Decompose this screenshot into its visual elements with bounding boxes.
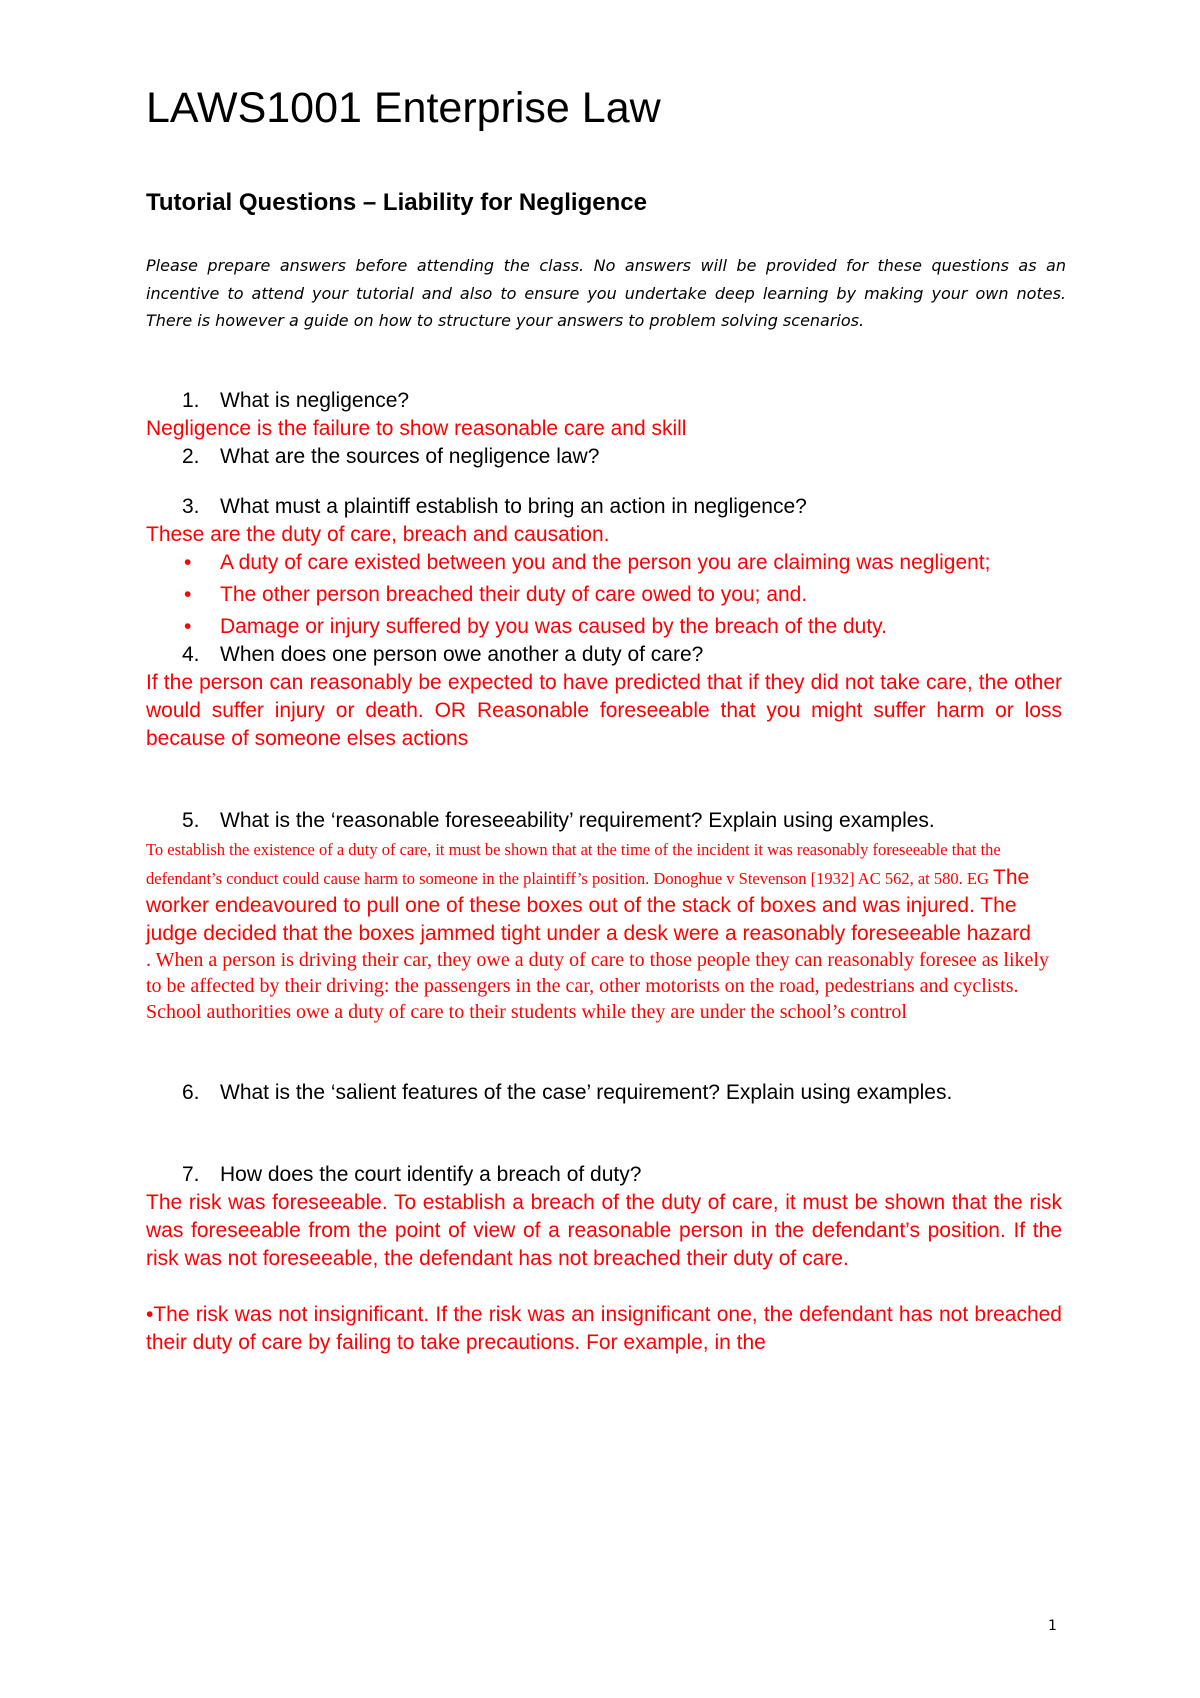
- answer-5-continued: . When a person is driving their car, they owe a duty of care to those people they can reasonably foresee as likely to be affected by their driving: the passengers in the car, other motorists on the road, pedestrians and cyclists. School authorities owe a duty of care to their students while they are under the school’s control: [146, 949, 1049, 1023]
- document-subtitle: Tutorial Questions – Liability for Negligence: [146, 189, 647, 216]
- intro-paragraph: Please prepare answers before attending the class. No answers will be provided for these questions as an incentive to attend your tutorial and also to ensure you undertake deep learning by making your own notes. There is however a guide on how to structure your answers to problem solving scenarios.: [146, 256, 1066, 330]
- question-text: How does the court identify a breach of duty?: [220, 1163, 642, 1186]
- question-1: [146, 387, 1062, 415]
- question-4: [146, 641, 1062, 669]
- question-number: 3.: [182, 495, 200, 518]
- answer-7-part-2: •The risk was not insignificant. If the risk was an insignificant one, the defendant has not breached their duty of care by failing to take precautions. For example, in the: [146, 1303, 1062, 1354]
- answer-4: If the person can reasonably be expected to have predicted that if they did not take care, the other would suffer injury or death. OR Reasonable foreseeable that you might suffer harm or loss because of someone elses actions: [146, 671, 1062, 750]
- page-number: 1: [1048, 1618, 1057, 1634]
- question-number: 7.: [182, 1163, 200, 1186]
- question-2: [146, 443, 1062, 471]
- question-text: What are the sources of negligence law?: [220, 445, 600, 468]
- bullet-text: The other person breached their duty of care owed to you; and.: [220, 583, 808, 606]
- list-item: [146, 549, 1062, 577]
- question-text: What is the ‘reasonable foreseeability’ requirement? Explain using examples.: [220, 809, 935, 832]
- question-text: When does one person owe another a duty of care?: [220, 643, 704, 666]
- answer-5: [146, 835, 1062, 947]
- bullet-icon: •: [184, 551, 192, 574]
- answer-3: These are the duty of care, breach and causation.: [146, 523, 610, 546]
- question-5: [146, 807, 1062, 835]
- questions-body: [146, 387, 1062, 1357]
- question-number: 1.: [182, 389, 200, 412]
- bullet-icon: •: [184, 583, 192, 606]
- question-number: 5.: [182, 809, 200, 832]
- question-text: What is negligence?: [220, 389, 410, 412]
- question-number: 6.: [182, 1081, 200, 1104]
- question-text: What is the ‘salient features of the case’ requirement? Explain using examples.: [220, 1081, 953, 1104]
- answer-1: Negligence is the failure to show reasonable care and skill: [146, 417, 687, 440]
- list-item: [146, 613, 1062, 641]
- question-7: [146, 1161, 1062, 1189]
- list-item: [146, 581, 1062, 609]
- document-title: LAWS1001 Enterprise Law: [146, 84, 661, 132]
- bullet-text: A duty of care existed between you and the person you are claiming was negligent;: [220, 551, 991, 574]
- bullet-icon: •: [184, 615, 192, 638]
- question-text: What must a plaintiff establish to bring an action in negligence?: [220, 495, 807, 518]
- answer-5-serif: To establish the existence of a duty of care, it must be shown that at the time of the incident it was reasonably foreseeable that the defendant’s conduct could cause harm to someone in the plaintiff’s position. Donoghue v Stevenson [1932] AC 562, at 580. EG: [146, 840, 1001, 888]
- question-number: 2.: [182, 445, 200, 468]
- question-6: [146, 1079, 1062, 1107]
- question-3: [146, 493, 1062, 521]
- question-number: 4.: [182, 643, 200, 666]
- answer-7-part-1: The risk was foreseeable. To establish a breach of the duty of care, it must be shown that the risk was foreseeable from the point of view of a reasonable person in the defendant’s position. If the risk was not foreseeable, the defendant has not breached their duty of care.: [146, 1191, 1062, 1270]
- answer-5-sans: The worker endeavoured to pull one of these boxes out of the stack of boxes and was injured. The judge decided that the boxes jammed tight under a desk were a reasonably foreseeable hazard: [146, 865, 1031, 945]
- bullet-text: Damage or injury suffered by you was caused by the breach of the duty.: [220, 615, 887, 638]
